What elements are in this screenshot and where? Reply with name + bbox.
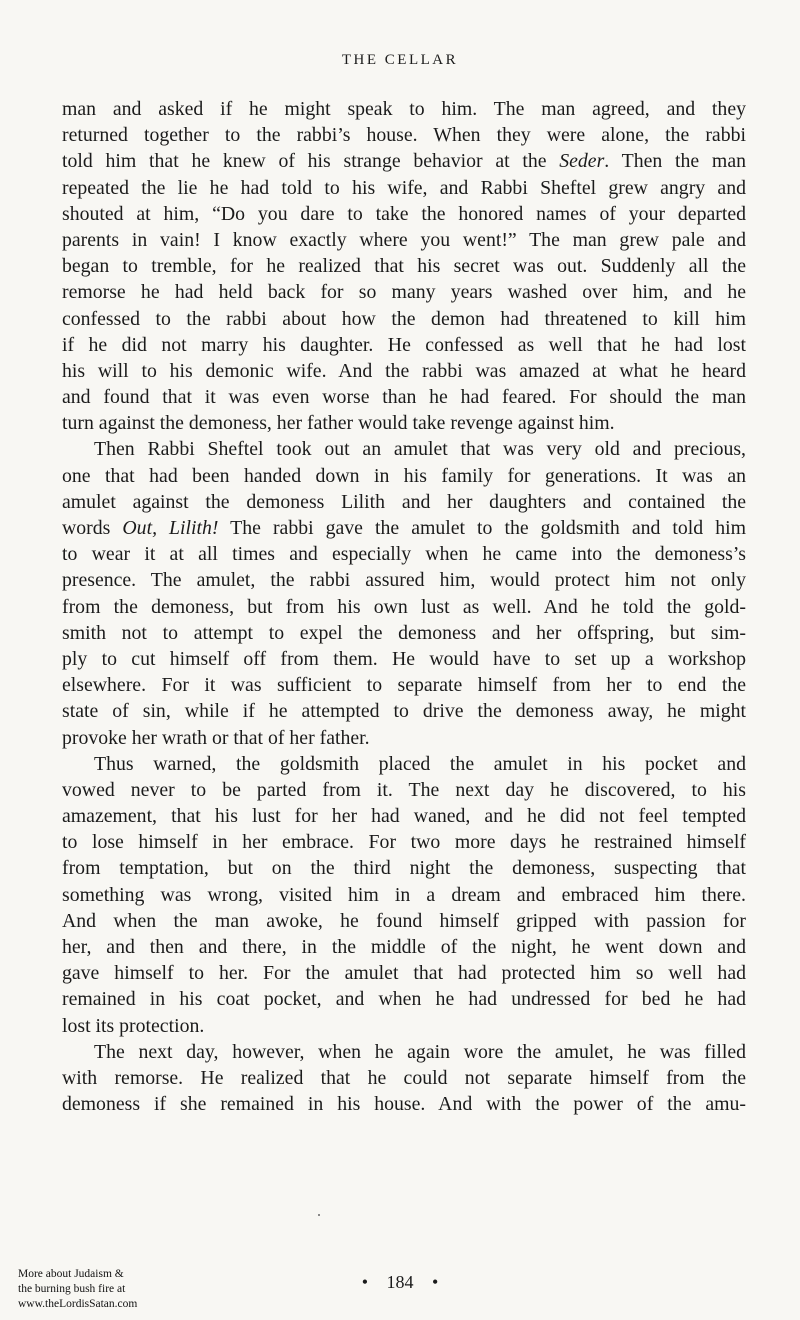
text-line: something was wrong, visited him in a dream and embraced him there. [62,883,746,906]
text-line: words Out, Lilith! The rabbi gave the amulet to the goldsmith and told him [62,517,746,539]
text-line: Thus warned, the goldsmith placed the amulet in his pocket and [94,752,746,775]
text-line: smith not to attempt to expel the demoness and her offspring, but sim- [62,621,746,644]
text-line: And when the man awoke, he found himself gripped with passion for [62,909,746,932]
page-number: 184 [386,1272,414,1292]
text-line: from temptation, but on the third night the demoness, suspecting that [62,857,746,880]
body-text [62,96,746,1117]
text-line: began to tremble, for he realized that his secret was out. Suddenly all the [62,255,746,278]
text-line: amulet against the demoness Lilith and her daughters and contained the [62,490,746,513]
text-line: returned together to the rabbi’s house. When they were alone, the rabbi [62,124,746,147]
bullet-icon: • [432,1272,439,1292]
text-line: remorse he had held back for so many years washed over him, and he [62,281,746,304]
text-line: amazement, that his lust for her had waned, and he did not feel tempted [62,805,746,828]
text-line: elsewhere. For it was sufficient to separate himself from her to end the [62,674,746,697]
text-line: to wear it at all times and especially when he came into the demoness’s [62,543,746,566]
text-line: shouted at him, “Do you dare to take the honored names of your departed [62,202,746,225]
side-note-line: More about Judaism & [18,1268,124,1280]
text-line: confessed to the rabbi about how the demon had threatened to kill him [62,307,746,330]
text-line: state of sin, while if he attempted to drive the demoness away, he might [62,700,746,723]
text-line: one that had been handed down in his family for generations. It was an [62,464,746,487]
text-line: told him that he knew of his strange behavior at the Seder. Then the man [62,150,746,173]
text-line: remained in his coat pocket, and when he had undressed for bed he had [62,988,746,1011]
text-line: man and asked if he might speak to him. The man agreed, and they [62,98,746,120]
side-note-line: the burning bush fire at [18,1283,126,1295]
text-line: demoness if she remained in his house. And with the power of the amu- [62,1093,746,1116]
italic-term: Out, Lilith! [122,517,219,539]
page-footer [0,1272,800,1293]
text-line: with remorse. He realized that he could not separate himself from the [62,1066,746,1089]
text-line: gave himself to her. For the amulet that had protected him so well had [62,962,746,985]
text-line: his will to his demonic wife. And the rabbi was amazed at what he heard [62,359,746,382]
text-line: vowed never to be parted from it. The next day he discovered, to his [62,778,746,801]
text-line: lost its protection. [62,1014,205,1037]
text-line: Then Rabbi Sheftel took out an amulet that was very old and precious, [94,438,746,461]
text-line: from the demoness, but from his own lust as well. And he told the gold- [62,595,746,618]
text-line: ply to cut himself off from them. He would have to set up a workshop [62,647,746,670]
text-line: provoke her wrath or that of her father. [62,726,370,749]
text-line: if he did not marry his daughter. He confessed as well that he had lost [62,333,746,356]
text-line: and found that it was even worse than he had feared. For should the man [62,386,746,409]
text-line: her, and then and there, in the middle of the night, he went down and [62,936,746,958]
ink-speck [318,1214,320,1216]
italic-term: Seder [559,150,605,173]
text-line: The next day, however, when he again wore the amulet, he was filled [94,1040,746,1063]
text-line: to lose himself in her embrace. For two more days he restrained himself [62,831,746,854]
running-head: THE CELLAR [341,52,459,68]
text-line: parents in vain! I know exactly where you went!” The man grew pale and [62,228,746,251]
text-line: turn against the demoness, her father would take revenge against him. [62,412,615,435]
bullet-icon: • [361,1272,368,1292]
text-line: presence. The amulet, the rabbi assured him, would protect him not only [62,569,746,592]
side-note-url[interactable]: www.theLordisSatan.com [18,1298,138,1310]
text-line: repeated the lie he had told to his wife, and Rabbi Sheftel grew angry and [62,176,746,199]
